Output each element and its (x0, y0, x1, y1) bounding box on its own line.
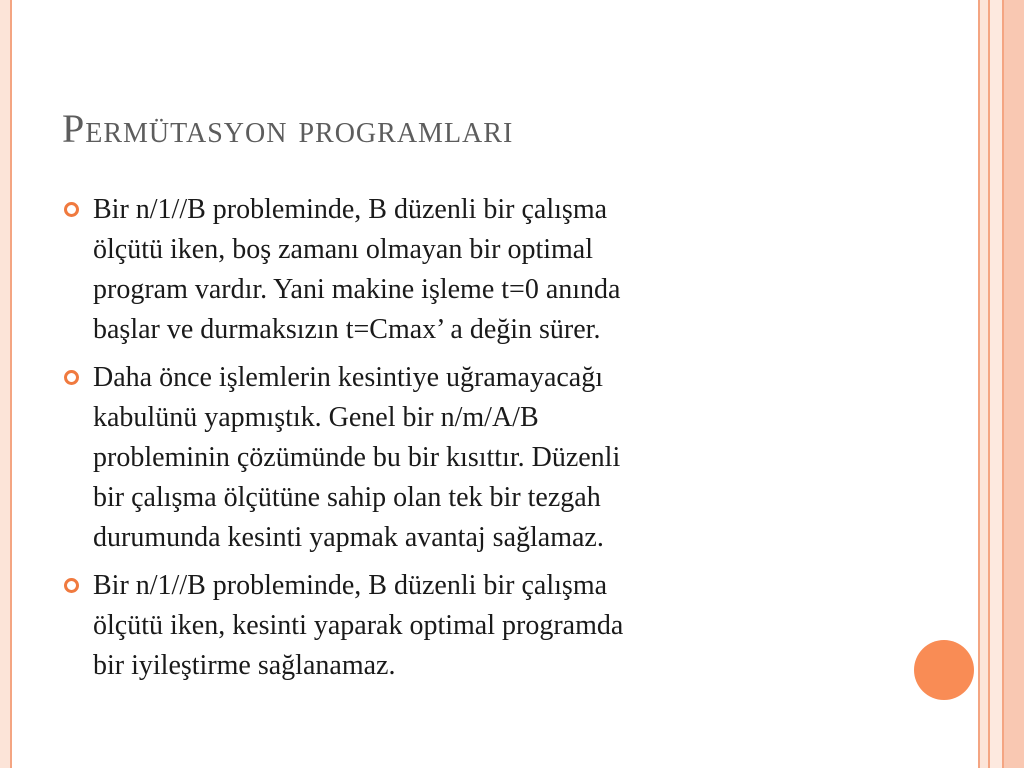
decorative-circle (914, 640, 974, 700)
bullet-line: durumunda kesinti yapmak avantaj sağlamaz. (93, 522, 604, 553)
bullet-circle-icon (64, 370, 79, 385)
bullet-line: ölçütü iken, kesinti yaparak optimal programda (93, 610, 624, 641)
bullet-item (62, 190, 882, 350)
bullet-circle-icon (64, 202, 79, 217)
right-stripe-decoration (1002, 0, 1024, 768)
bullet-line: Bir n/1//B probleminde, B düzenli bir çalışma (93, 570, 608, 601)
left-border-decoration (0, 0, 12, 768)
bullet-list (62, 190, 882, 694)
bullet-line: başlar ve durmaksızın t=Cmax’ a değin sürer. (93, 314, 601, 345)
bullet-line: Daha önce işlemlerin kesintiye uğramayacağı (93, 362, 604, 393)
bullet-line: Bir n/1//B probleminde, B düzenli bir çalışma (93, 194, 608, 225)
bullet-line: bir iyileştirme sağlanamaz. (93, 650, 396, 681)
bullet-circle-icon (64, 578, 79, 593)
slide-title: Permütasyon programlari (62, 106, 514, 151)
bullet-line: ölçütü iken, boş zamanı olmayan bir optimal (93, 234, 593, 265)
right-stripe-decoration (978, 0, 988, 768)
bullet-line: bir çalışma ölçütüne sahip olan tek bir tezgah (93, 482, 601, 513)
bullet-line: program vardır. Yani makine işleme t=0 anında (93, 274, 621, 305)
bullet-item (62, 566, 882, 686)
bullet-line: probleminin çözümünde bu bir kısıttır. Düzenli (93, 442, 621, 473)
bullet-item (62, 358, 882, 558)
bullet-line: kabulünü yapmıştık. Genel bir n/m/A/B (93, 402, 539, 433)
right-stripe-decoration (988, 0, 1002, 768)
